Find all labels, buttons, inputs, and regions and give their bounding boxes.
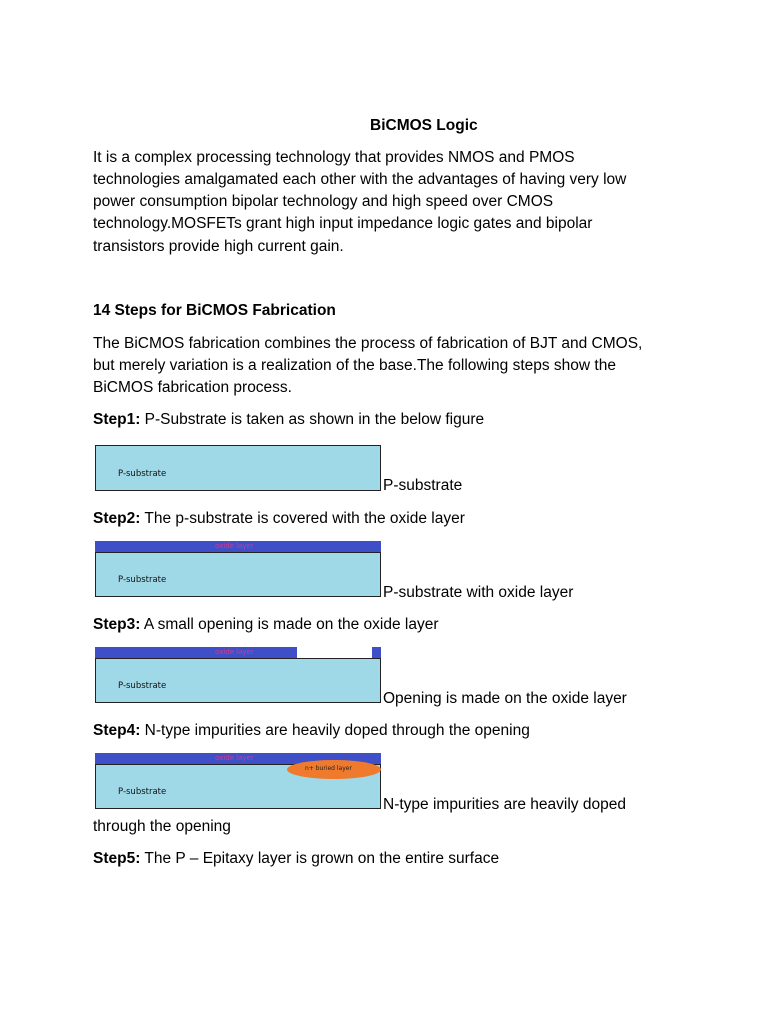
step-text: A small opening is made on the oxide layer [140,616,439,633]
step-label: Step1: [93,411,141,428]
section-heading: 14 Steps for BiCMOS Fabrication [93,302,336,319]
oxide-label: oxide layer [215,542,254,550]
step-label: Step4: [93,722,141,739]
step-5 [93,848,499,870]
intro-line: transistors provide high current gain. [93,238,344,255]
figure-caption: Opening is made on the oxide layer [383,690,627,707]
step-text: N-type impurities are heavily doped through the opening [140,722,530,739]
substrate-label: P-substrate [118,787,167,797]
p-substrate-region [95,552,381,597]
section-intro-line: BiCMOS fabrication process. [93,379,292,396]
n-buried-label: n+ buried layer [305,765,352,772]
step-text: The p-substrate is covered with the oxide layer [140,510,465,527]
step-label: Step5: [93,850,141,867]
section-intro-line: but merely variation is a realization of the base.The following steps show the [93,357,616,374]
oxide-label: oxide layer [215,648,254,656]
substrate-label: P-substrate [118,575,167,585]
substrate-label: P-substrate [118,469,167,479]
intro-line: technologies amalgamated each other with the advantages of having very low [93,171,627,188]
figure-step3 [95,647,381,703]
section-intro-line: The BiCMOS fabrication combines the process of fabrication of BJT and CMOS, [93,335,643,352]
step-label: Step3: [93,616,141,633]
figure-caption: N-type impurities are heavily doped [383,796,626,813]
oxide-label: oxide layer [215,754,254,762]
step-4 [93,720,530,742]
step-text: P-Substrate is taken as shown in the below figure [140,411,485,428]
figure-caption: P-substrate with oxide layer [383,584,574,601]
step-1 [93,409,484,431]
figure-caption-cont: through the opening [93,818,231,835]
step-text: The P – Epitaxy layer is grown on the entire surface [140,850,500,867]
figure-step4 [95,753,381,809]
oxide-layer [95,647,297,658]
step-3 [93,614,439,636]
oxide-layer-right [372,647,381,658]
p-substrate-region [95,445,381,491]
substrate-label: P-substrate [118,681,167,691]
intro-line: power consumption bipolar technology and high speed over CMOS [93,193,554,210]
step-2 [93,508,465,530]
step-label: Step2: [93,510,141,527]
intro-line: It is a complex processing technology that provides NMOS and PMOS [93,149,575,166]
figure-step2 [95,541,381,597]
intro-line: technology.MOSFETs grant high input impedance logic gates and bipolar [93,215,593,232]
figure-step1 [95,445,381,491]
figure-caption: P-substrate [383,477,463,494]
p-substrate-region [95,658,381,703]
page-title: BiCMOS Logic [370,117,478,134]
